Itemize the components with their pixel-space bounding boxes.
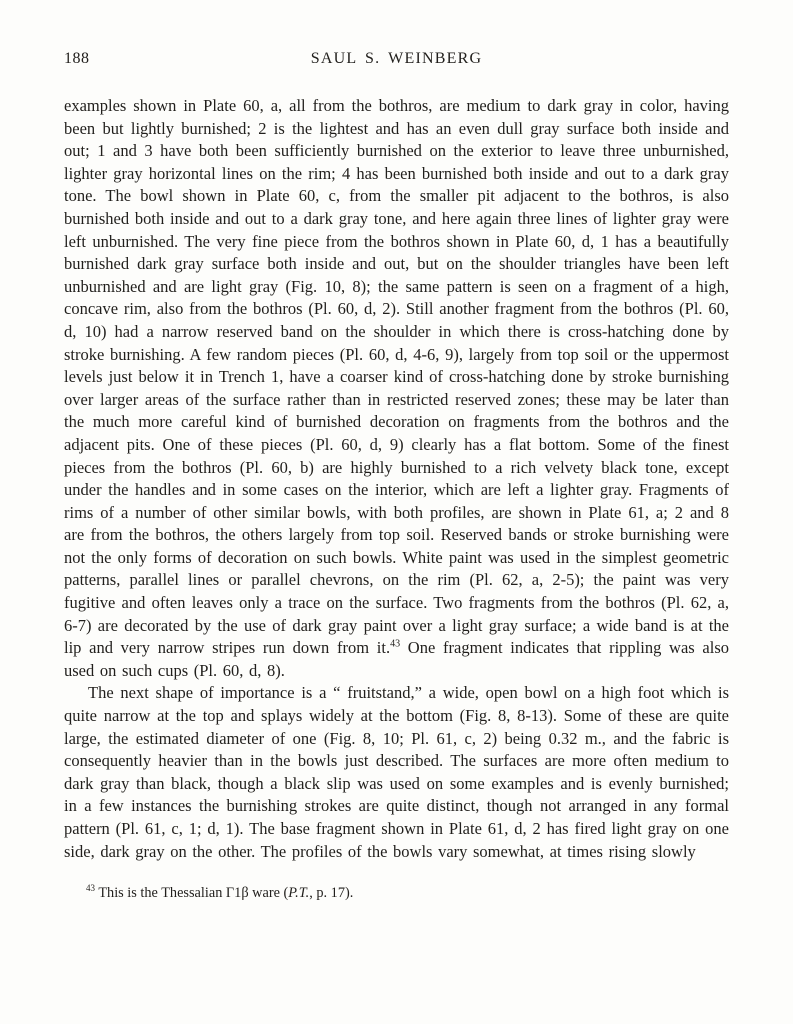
footnote-marker: 43 xyxy=(86,883,95,894)
footnote-text: This is the Thessalian Γ1β ware ( xyxy=(95,885,289,902)
footnote-citation: P.T. xyxy=(288,885,310,902)
page-number: 188 xyxy=(64,50,90,67)
running-head: SAUL S. WEINBERG xyxy=(310,50,483,67)
paragraph-1-text-before-ref: examples shown in Plate 60, a, all from the bothros, are medium to dark gray in color, having been but lightly burnished; 2 is the lightest and has an even dull gray surface both inside and out; 1 and 3 have both been sufficiently burnished on the exterior to leave three unburnished, lighter gray horizontal lines on the rim; 4 has been burnished both inside and out to a dark gray tone. The bowl shown in Plate 60, c, from the smaller pit adjacent to the bothros, is also burnished both inside and out to a dark gray tone, and here again three lines of lighter gray were left unburnished. The very fine piece from the bothros shown in Plate 60, d, 1 has a beautifully burnished dark gray surface both inside and out, but on the shoulder triangles have been left unburnished and are light gray (Fig. 10, 8); the same pattern is seen on a fragment of a high, concave rim, also from the bothros (Pl. 60, d, 2). Still another fragment from the bothros (Pl. 60, d, 10) had a narrow reserved band on the shoulder in which there is cross-hatching done by stroke burnishing. A few random pieces (Pl. 60, d, 4-6, 9), largely from top soil or the uppermost levels just below it in Trench 1, have a coarser kind of cross-hatching done by stroke burnishing over larger areas of the surface rather than in restricted reserved zones; these may be later than the much more careful kind of burnished decoration on fragments from the bothros and the adjacent pits. One of these pieces (Pl. 60, d, 9) clearly has a flat bottom. Some of the finest pieces from the bothros (Pl. 60, b) are highly burnished to a rich velvety black tone, except under the handles and in some cases on the interior, which are left a lighter gray. Fragments of rims of a number of other similar bowls, with both profiles, are shown in Plate 61, a; 2 and 8 are from the bothros, the others largely from top soil. Reserved bands or stroke burnishing were not the only forms of decoration on such bowls. White paint was used in the simplest geometric patterns, parallel lines or parallel chevrons, on the rim (Pl. 62, a, 2-5); the paint was very fugitive and often leaves only a trace on the surface. Two fragments from the bothros (Pl. 62, a, 6-7) are decorated by the use of dark gray paint over a light gray surface; a wide band is at the lip and very narrow stripes run down from it. xyxy=(64,96,729,658)
page-body xyxy=(64,95,729,863)
footnote-text-end: , p. 17). xyxy=(309,885,354,902)
page-header xyxy=(64,50,729,68)
footnote-reference: 43 xyxy=(390,638,401,650)
paragraph-1-text-after-ref: One fragment indicates that rippling was also used on such cups (Pl. 60, d, 8). xyxy=(64,638,729,680)
paragraph-2: The next shape of importance is a “ fruitstand,” a wide, open bowl on a high foot which is quite narrow at the top and splays widely at the bottom (Fig. 8, 8-13). Some of these are quite large, the estimated diameter of one (Fig. 8, 10; Pl. 61, c, 2) being 0.32 m., and the fabric is consequently heavier than in the bowls just described. The surfaces are more often medium to dark gray than black, though a black slip was used on some examples and is evenly burnished; in a few instances the burnishing strokes are quite distinct, though not arranged in any formal pattern (Pl. 61, c, 1; d, 1). The base fragment shown in Plate 61, d, 2 has fired light gray on one side, dark gray on the other. The profiles of the bowls vary somewhat, at times rising slowly xyxy=(64,683,729,861)
footnote xyxy=(64,884,729,903)
paragraph-1 xyxy=(64,95,729,682)
